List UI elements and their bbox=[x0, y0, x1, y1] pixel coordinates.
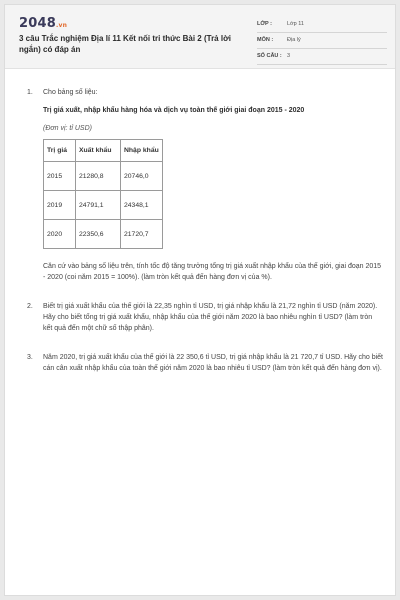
question-intro: Cho bảng số liệu: bbox=[43, 89, 98, 96]
meta-label: SỐ CÂU : bbox=[257, 53, 282, 59]
table-cell: 22350,6 bbox=[76, 220, 121, 249]
table-title: Trị giá xuất, nhập khẩu hàng hóa và dịch vụ toàn thế giới giai đoạn 2015 - 2020 bbox=[43, 107, 305, 114]
table-row bbox=[44, 191, 163, 220]
question-text: Năm 2020, trị giá xuất khẩu của thế giới là 22 350,6 tỉ USD, trị giá nhập khẩu là 21 720,7 tỉ USD. Hãy cho biết cán cân xuất nhập khẩu của toàn thế giới năm 2020 là bao nhiêu tỉ USD? (làm tròn kết quả đến hàng đơn vị). bbox=[43, 354, 384, 372]
question-number: 2. bbox=[27, 303, 33, 310]
meta-row-count bbox=[257, 49, 387, 65]
document-title: 3 câu Trắc nghiệm Địa lí 11 Kết nối tri thức Bài 2 (Trả lời ngắn) có đáp án bbox=[19, 34, 231, 54]
table-row bbox=[44, 220, 163, 249]
logo-sub-text: .vn bbox=[55, 22, 68, 29]
data-table bbox=[43, 139, 163, 249]
question-item bbox=[27, 301, 383, 334]
document-page bbox=[4, 4, 396, 596]
table-header-cell: Xuất khẩu bbox=[76, 140, 121, 162]
table-cell: 2019 bbox=[44, 191, 76, 220]
document-header bbox=[5, 5, 395, 69]
meta-value: Lớp 11 bbox=[287, 21, 304, 27]
logo-main-text: 2048 bbox=[19, 16, 56, 31]
meta-row-subject bbox=[257, 33, 387, 49]
table-cell: 21720,7 bbox=[121, 220, 163, 249]
question-text: Biết trị giá xuất khẩu của thế giới là 22,35 nghìn tỉ USD, trị giá nhập khẩu là 21,72 nghìn tỉ USD (năm 2020). Hãy cho biết tổng trị giá xuất khẩu, nhập khẩu của thế giới năm 2020 là bao nhiêu nghìn tỉ USD? (làm tròn kết quả đến một chữ số thập phân). bbox=[43, 303, 378, 332]
table-cell: 24348,1 bbox=[121, 191, 163, 220]
table-cell: 24791,1 bbox=[76, 191, 121, 220]
meta-row-class bbox=[257, 17, 387, 33]
meta-value: 3 bbox=[287, 53, 291, 59]
table-header-row bbox=[44, 140, 163, 162]
question-item bbox=[27, 87, 383, 283]
table-unit: (Đơn vị: tỉ USD) bbox=[43, 125, 92, 132]
table-cell: 2020 bbox=[44, 220, 76, 249]
table-header-cell: Nhập khẩu bbox=[121, 140, 163, 162]
meta-label: LỚP : bbox=[257, 21, 272, 27]
question-item bbox=[27, 352, 383, 374]
table-cell: 20746,0 bbox=[121, 162, 163, 191]
question-number: 3. bbox=[27, 354, 33, 361]
meta-value: Địa lý bbox=[287, 37, 301, 43]
table-cell: 21280,8 bbox=[76, 162, 121, 191]
question-text: Căn cứ vào bảng số liệu trên, tính tốc độ tăng trưởng tổng trị giá xuất nhập khẩu của thế giới, giai đoạn 2015 - 2020 (coi năm 2015 = 100%). (làm tròn kết quả đến hàng đơn vị của %). bbox=[43, 263, 382, 281]
question-list bbox=[27, 87, 383, 374]
document-meta bbox=[257, 17, 387, 65]
site-logo[interactable] bbox=[19, 16, 67, 31]
table-cell: 2015 bbox=[44, 162, 76, 191]
question-number: 1. bbox=[27, 89, 33, 96]
table-row bbox=[44, 162, 163, 191]
table-header-cell: Trị giá bbox=[44, 140, 76, 162]
meta-label: MÔN : bbox=[257, 37, 274, 43]
